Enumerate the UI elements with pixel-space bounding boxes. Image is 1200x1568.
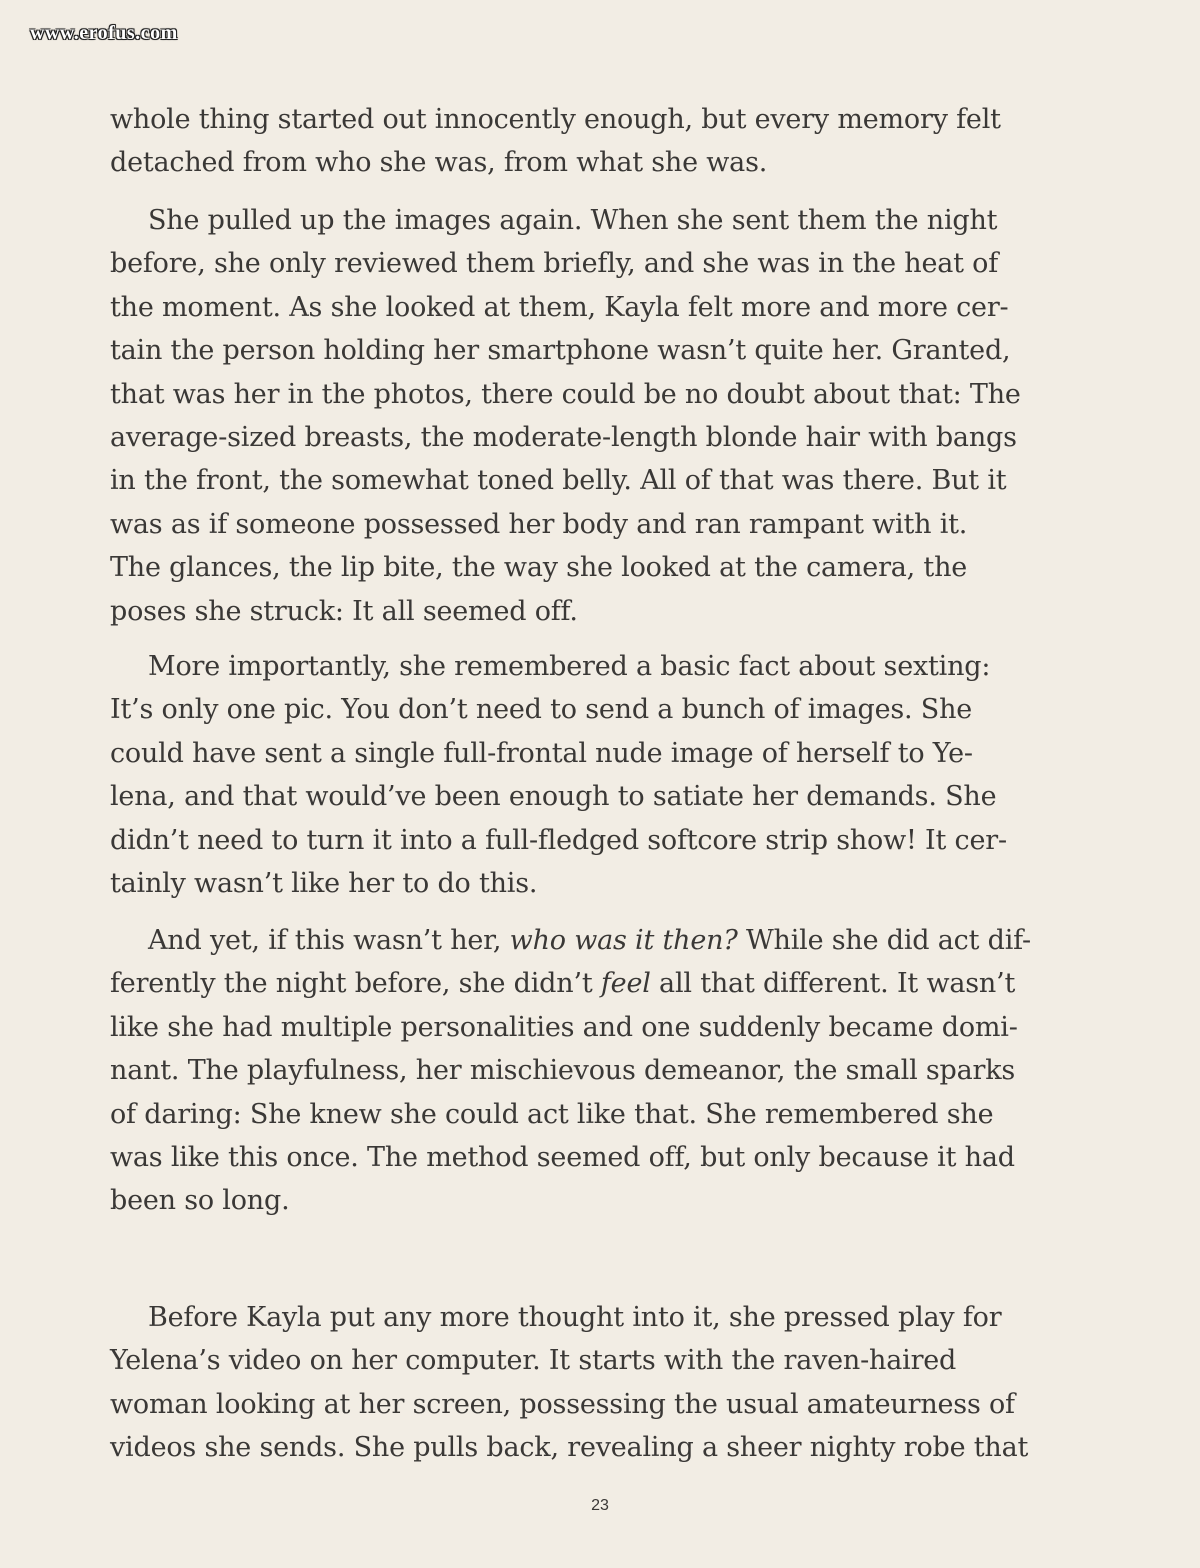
text-run: ferently the night before, she didn’t [110, 968, 601, 1000]
text-line: Yelena’s video on her computer. It starts with the raven-haired [110, 1345, 957, 1377]
watermark: www.erofus.com [30, 22, 178, 44]
text-line: could have sent a single full-frontal nude image of herself to Ye- [110, 737, 973, 769]
text-line: videos she sends. She pulls back, revealing a sheer nighty robe that [110, 1432, 1029, 1464]
text-line: More importantly, she remembered a basic fact about sexting: [148, 651, 991, 682]
text-line: before, she only reviewed them briefly, and she was in the heat of [110, 248, 999, 280]
text-line: was as if someone possessed her body and ran rampant with it. [110, 508, 968, 540]
text-run: And yet, if this wasn’t her, [148, 925, 510, 956]
text-line: whole thing started out innocently enough, but every memory felt [110, 104, 1001, 135]
paragraph-3 [110, 645, 1100, 905]
text-line: that was her in the photos, there could be no doubt about that: The [110, 378, 1021, 410]
paragraph-4 [110, 919, 1100, 1223]
text-line: was like this once. The method seemed off, but only because it had [110, 1142, 1015, 1174]
text-line: didn’t need to turn it into a full-fledged softcore strip show! It cer- [110, 824, 1007, 856]
text-line [110, 919, 1100, 962]
text-line: average-sized breasts, the moderate-length blonde hair with bangs [110, 422, 1017, 454]
text-line: been so long. [110, 1185, 290, 1217]
text-line: The glances, the lip bite, the way she looked at the camera, the [110, 552, 968, 584]
text-run: While she did act dif- [737, 925, 1031, 956]
text-line: detached from who she was, from what she was. [110, 147, 768, 179]
italic-run: who was it then? [509, 925, 738, 956]
text-line: Before Kayla put any more thought into it, she pressed play for [148, 1302, 1002, 1333]
text-line: in the front, the somewhat toned belly. All of that was there. But it [110, 465, 1007, 497]
italic-run: feel [600, 968, 651, 1000]
paragraph-2 [110, 199, 1100, 633]
text-line: woman looking at her screen, possessing the usual amateurness of [110, 1388, 1015, 1420]
page-number: 23 [591, 1497, 609, 1514]
text-run: all that different. It wasn’t [650, 968, 1016, 1000]
text-line: tain the person holding her smartphone wasn’t quite her. Granted, [110, 335, 1011, 367]
paragraph-5 [110, 1296, 1100, 1470]
text-line: She pulled up the images again. When she sent them the night [148, 205, 998, 236]
paragraph-1 [110, 98, 1100, 185]
text-line: the moment. As she looked at them, Kayla felt more and more cer- [110, 291, 1009, 323]
text-line: lena, and that would’ve been enough to satiate her demands. She [110, 781, 997, 813]
text-line: tainly wasn’t like her to do this. [110, 868, 538, 900]
text-line: of daring: She knew she could act like that. She remembered she [110, 1098, 994, 1130]
text-line [110, 962, 1100, 1005]
text-line: nant. The playfulness, her mischievous demeanor, the small sparks [110, 1055, 1016, 1087]
text-line: poses she struck: It all seemed off. [110, 595, 578, 627]
text-line: It’s only one pic. You don’t need to send a bunch of images. She [110, 694, 973, 726]
text-line: like she had multiple personalities and one suddenly became domi- [110, 1011, 1018, 1043]
